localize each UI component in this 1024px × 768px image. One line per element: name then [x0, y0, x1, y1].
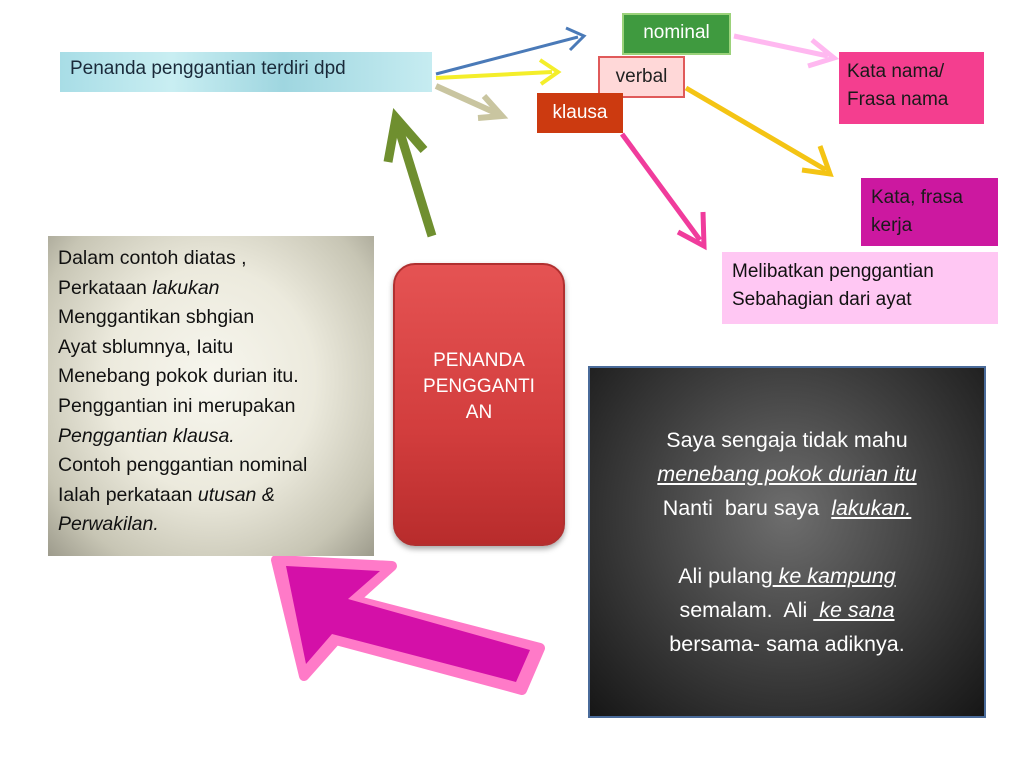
result-kata-nama — [839, 52, 984, 124]
explanation-italic: Penggantian klausa. — [58, 424, 235, 447]
result-melibatkan-line: Melibatkan penggantian — [732, 261, 934, 282]
explanation-line — [58, 510, 364, 540]
explanation-italic: Perwakilan. — [58, 513, 159, 536]
result-kata-nama-line: Frasa nama — [847, 89, 949, 110]
example-spacer — [590, 525, 984, 559]
explanation-line: Contoh penggantian nominal — [58, 454, 308, 477]
result-kata-frasa-line: Kata, frasa — [871, 187, 963, 208]
example-line — [590, 457, 984, 491]
center-line: PENGGANTI — [423, 376, 535, 397]
explanation-line — [58, 422, 364, 452]
example-text: Ali pulang — [678, 564, 773, 588]
explanation-box — [48, 236, 374, 556]
penanda-title-box — [60, 52, 432, 92]
example-line — [590, 559, 984, 593]
example-underlined: ke kampung — [772, 564, 896, 588]
tag-klausa — [537, 93, 623, 133]
arrow-to-kata-kerja — [686, 88, 830, 174]
arrow-green-up — [388, 118, 432, 236]
result-melibatkan-line: Sebahagian dari ayat — [732, 289, 912, 310]
example-underlined: menebang pokok durian itu — [657, 462, 917, 486]
tag-nominal — [622, 13, 731, 55]
arrow-to-klausa — [436, 86, 502, 118]
result-kata-nama-line: Kata nama/ — [847, 61, 945, 82]
result-kata-frasa-line: kerja — [871, 215, 913, 236]
result-melibatkan — [722, 252, 998, 324]
explanation-line: Menggantikan sbhgian — [58, 306, 255, 329]
explanation-line: Dalam contoh diatas , — [58, 247, 247, 269]
penanda-penggantian-box — [393, 263, 565, 546]
result-kata-frasa-kerja — [861, 178, 998, 246]
tag-nominal-label: nominal — [643, 22, 710, 43]
example-line: Saya sengaja tidak mahu — [666, 428, 908, 452]
center-line: PENANDA — [433, 350, 525, 371]
example-line: bersama- sama adiknya. — [669, 632, 905, 656]
explanation-line: Ayat sblumnya, Iaitu — [58, 335, 234, 358]
explanation-line — [58, 481, 364, 511]
explanation-italic: lakukan — [152, 276, 220, 299]
arrow-to-melibatkan — [622, 134, 704, 246]
explanation-line: Penggantian ini merupakan — [58, 394, 296, 417]
example-text: Nanti baru saya — [662, 496, 832, 520]
tag-klausa-label: klausa — [552, 102, 608, 123]
tag-verbal — [598, 56, 685, 98]
tag-verbal-label: verbal — [615, 66, 668, 87]
example-underlined: lakukan. — [831, 496, 912, 520]
arrow-big-magenta — [276, 560, 540, 690]
center-line: AN — [465, 402, 493, 423]
explanation-line: Menebang pokok durian itu. — [58, 365, 299, 388]
arrow-to-nominal — [436, 28, 584, 74]
penanda-title-text: Penanda penggantian terdiri dpd — [70, 58, 346, 79]
arrow-to-verbal — [436, 60, 558, 84]
explanation-italic: utusan & — [197, 483, 275, 506]
explanation-text: Ialah perkataan — [58, 483, 198, 506]
example-line — [590, 491, 984, 525]
example-line — [590, 593, 984, 627]
explanation-text: Perkataan — [58, 276, 153, 299]
example-box — [588, 366, 986, 718]
arrow-to-kata-nama — [734, 36, 834, 66]
example-text: semalam. Ali — [679, 598, 814, 622]
example-underlined: ke sana — [813, 598, 895, 622]
explanation-line — [58, 274, 364, 304]
